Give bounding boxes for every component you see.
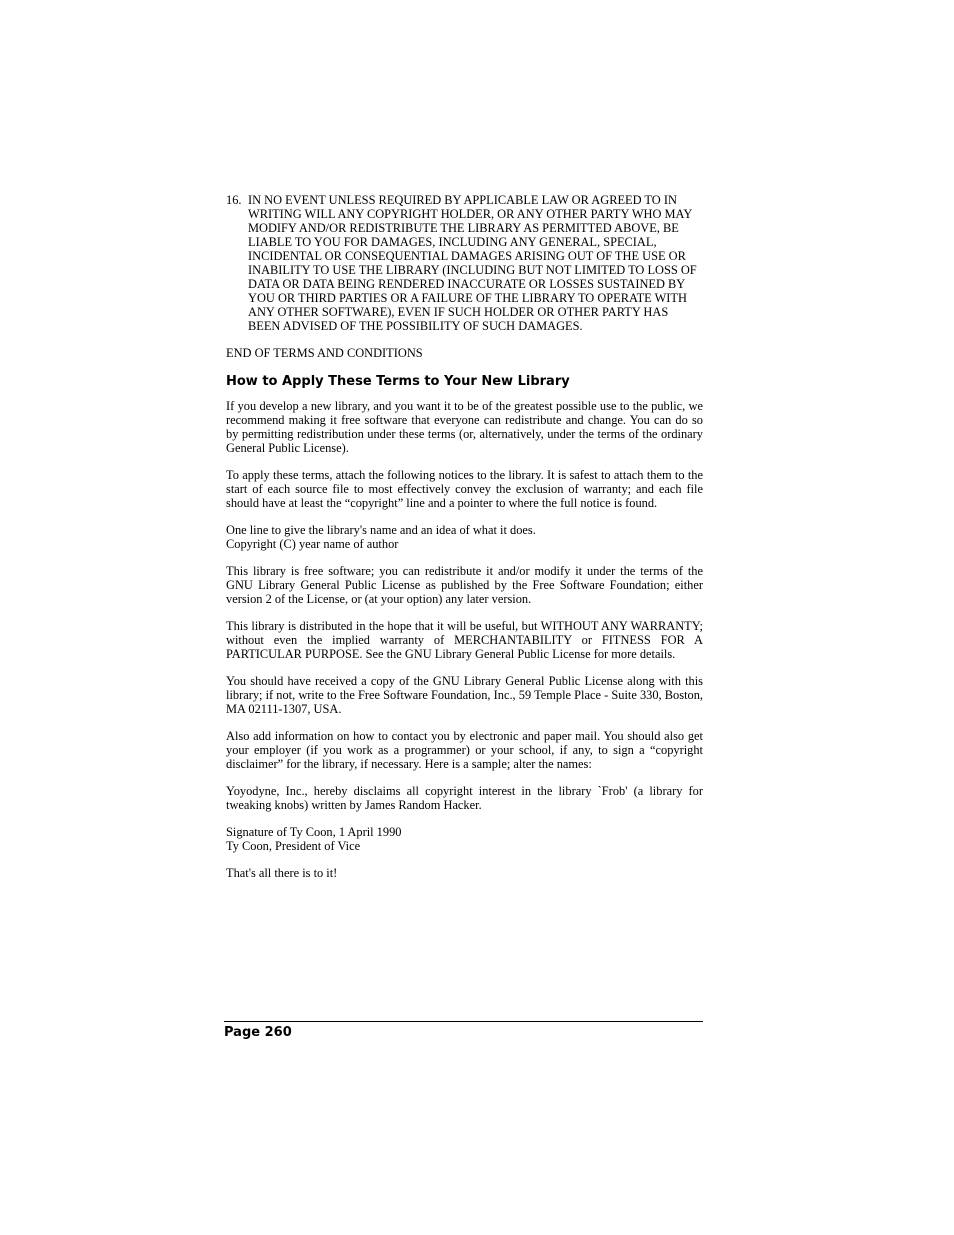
- page-number: Page 260: [224, 1025, 292, 1040]
- president-line: Ty Coon, President of Vice: [226, 839, 361, 853]
- paragraph-free-software: This library is free software; you can redistribute it and/or modify it under the terms of the GNU Library General Public License as published by the Free Software Foundation; either version 2 of the License, or (at your option) any later version.: [226, 564, 703, 606]
- paragraph-distributed: This library is distributed in the hope that it will be useful, but WITHOUT ANY WARRANTY; without even the implied warranty of MERCHANTABILITY or FITNESS FOR A PARTICULAR PURPOSE. See the GNU Library General Public License for more details.: [226, 619, 703, 661]
- signature-line: Signature of Ty Coon, 1 April 1990: [226, 825, 402, 839]
- paragraph-contact: Also add information on how to contact you by electronic and paper mail. You should also get your employer (if you work as a programmer) or your school, if any, to sign a “copyright disclaimer” for the library, if necessary. Here is a sample; alter the names:: [226, 729, 703, 771]
- clause-number: 16.: [226, 193, 242, 207]
- page-content: [226, 193, 703, 880]
- numbered-clause-16: [226, 193, 703, 333]
- notice-one-line: One line to give the library's name and an idea of what it does.: [226, 523, 536, 537]
- clause-text: IN NO EVENT UNLESS REQUIRED BY APPLICABLE LAW OR AGREED TO IN WRITING WILL ANY COPYRIGHT HOLDER, OR ANY OTHER PARTY WHO MAY MODIFY AND/OR REDISTRIBUTE THE LIBRARY AS PERMITTED ABOVE, BE LIABLE TO YOU FOR DAMAGES, INCLUDING ANY GENERAL, SPECIAL, INCIDENTAL OR CONSEQUENTIAL DAMAGES ARISING OUT OF THE USE OR INABILITY TO USE THE LIBRARY (INCLUDING BUT NOT LIMITED TO LOSS OF DATA OR DATA BEING RENDERED INACCURATE OR LOSSES SUSTAINED BY YOU OR THIRD PARTIES OR A FAILURE OF THE LIBRARY TO OPERATE WITH ANY OTHER SOFTWARE), EVEN IF SUCH HOLDER OR OTHER PARTY HAS BEEN ADVISED OF THE POSSIBILITY OF SUCH DAMAGES.: [248, 193, 697, 333]
- closing-line: That's all there is to it!: [226, 866, 338, 880]
- section-heading: How to Apply These Terms to Your New Library: [226, 374, 570, 389]
- paragraph-received: You should have received a copy of the GNU Library General Public License along with this library; if not, write to the Free Software Foundation, Inc., 59 Temple Place - Suite 330, Boston, MA 02111-1307, USA.: [226, 674, 703, 716]
- paragraph-intro: If you develop a new library, and you want it to be of the greatest possible use to the public, we recommend making it free software that everyone can redistribute and change. You can do so by permitting redistribution under these terms (or, alternatively, under the terms of the ordinary General Public License).: [226, 399, 703, 455]
- notice-copyright-line: Copyright (C) year name of author: [226, 537, 399, 551]
- footer-rule: [224, 1021, 703, 1022]
- paragraph-yoyodyne: Yoyodyne, Inc., hereby disclaims all copyright interest in the library `Frob' (a library for tweaking knobs) written by James Random Hacker.: [226, 784, 703, 812]
- end-of-terms: END OF TERMS AND CONDITIONS: [226, 346, 423, 360]
- paragraph-apply: To apply these terms, attach the following notices to the library. It is safest to attach them to the start of each source file to most effectively convey the exclusion of warranty; and each file should have at least the “copyright” line and a pointer to where the full notice is found.: [226, 468, 703, 510]
